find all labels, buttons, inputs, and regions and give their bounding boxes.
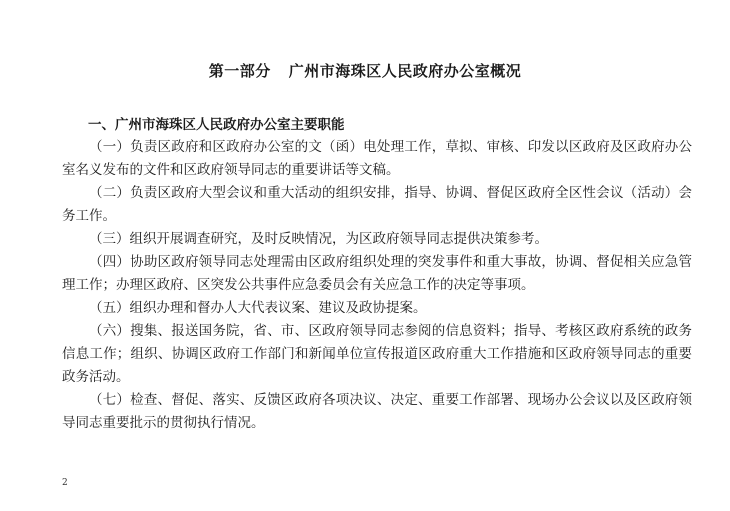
section-heading: 一、广州市海珠区人民政府办公室主要职能 xyxy=(88,117,345,133)
paragraph-5: （五）组织办理和督办人大代表议案、建议及政协提案。 xyxy=(89,300,427,316)
paragraph-7: （七）检查、督促、落实、反馈区政府各项决议、决定、重要工作部署、现场办公会议以及区政府领导同志重要批示的贯彻执行情况。 xyxy=(62,392,692,431)
part-title xyxy=(0,60,730,81)
paragraph-1: （一）负责区政府和区政府办公室的文（函）电处理工作，草拟、审核、印发以区政府及区政府办公室名义发布的文件和区政府领导同志的重要讲话等文稿。 xyxy=(62,139,692,178)
page-number: 2 xyxy=(62,478,68,488)
paragraph-4: （四）协助区政府领导同志处理需由区政府组织处理的突发事件和重大事故，协调、督促相关应急管理工作；办理区政府、区突发公共事件应急委员会有关应急工作的决定等事项。 xyxy=(62,254,692,293)
part-title-text: 广州市海珠区人民政府办公室概况 xyxy=(288,62,522,80)
part-label: 第一部分 xyxy=(208,62,271,80)
paragraph-2: （二）负责区政府大型会议和重大活动的组织安排，指导、协调、督促区政府全区性会议（活动）会务工作。 xyxy=(62,185,692,224)
paragraph-3: （三）组织开展调查研究，及时反映情况，为区政府领导同志提供决策参考。 xyxy=(89,231,548,247)
body-text xyxy=(62,136,692,435)
paragraph-6: （六）搜集、报送国务院，省、市、区政府领导同志参阅的信息资料；指导、考核区政府系统的政务信息工作；组织、协调区政府工作部门和新闻单位宣传报道区政府重大工作措施和区政府领导同志的重要政务活动。 xyxy=(62,323,692,385)
